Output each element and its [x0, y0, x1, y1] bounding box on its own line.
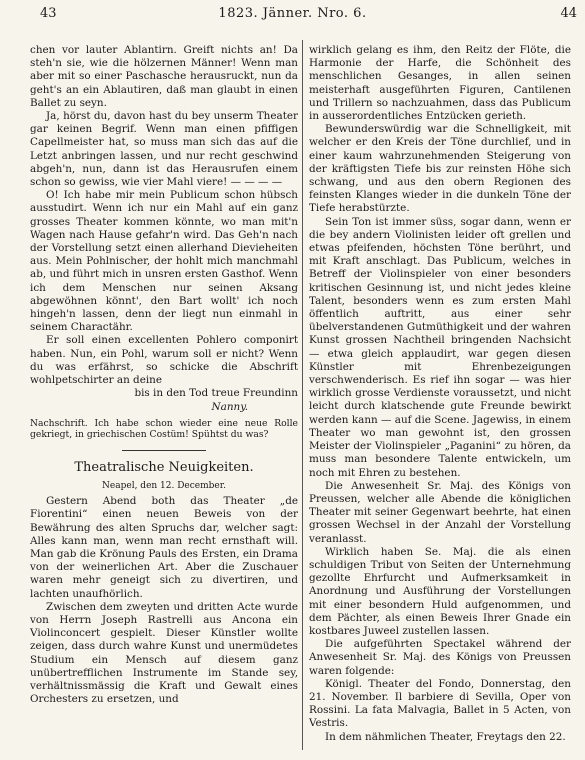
dateline: Neapel, den 12. December. [102, 480, 226, 491]
paragraph: chen vor lauter Ablantirn. Greift nichts an! Da steh'n sie, wie die hölzernen Männer! Wenn man aber mit so einer Paschasche herausruckt, nun da geht's an ein Ablautiren, daß man glaubt in einen Ballet zu seyn. [30, 44, 298, 109]
page-number-left: 43 [40, 6, 57, 21]
postscript: Nachschrift. Ich habe schon wieder eine neue Rolle gekriegt, in griechischen Costüm! Spühtst du was? [30, 417, 298, 441]
paragraph: Die aufgeführten Spectakel während der Anwesenheit Sr. Maj. des Königs von Preussen waren folgende: [309, 638, 571, 677]
column-divider [302, 40, 303, 750]
paragraph: Gestern Abend both das Theater „de Fiorentini“ einen neuen Beweis von der Bewährung des alten Spruchs dar, welcher sagt: Alles kann man, wenn man recht ernsthaft will. Man gab die Krönung Pauls des Ersten, ein Drama von der weinerlichen Art. Aber die Zuschauer waren mehr geneigt sich zu divertiren, und lachten unaufhörlich. [30, 495, 298, 600]
page-header [0, 4, 585, 26]
paragraph: Ja, hörst du, davon hast du bey unserm Theater gar keinen Begrif. Wenn man einen pfiffigen Capellmeister hat, so muss man sich das auf die Letzt anbringen lassen, und nur recht geschwind abgeh'n, nun, dann ist das Herausrufen einem schon so gewiss, wie vier Mahl viere! — — — — [30, 110, 298, 189]
paragraph: O! Ich habe mir mein Publicum schon hübsch ausstudirt. Wenn ich nur ein Mahl auf ein ganz grosses Theater kommen könnte, wo man mit'n Wagen nach Hause gefahr'n wird. Das Geh'n nach der Vorstellung setzt einen allerhand Dievieheiten aus. Mein Pohlnischer, der hohlt mich manchmahl ab, und führt mich in unsren ersten Gasthof. Wenn ich dem Menschen nur seinen Aksang abgewöhnen könnt', den Bart wollt' ich noch hingeh'n lassen, denn der liegt nun einmahl in seinem Charactähr. [30, 189, 298, 334]
paragraph: Sein Ton ist immer süss, sogar dann, wenn er die bey andern Violinisten leider oft grellen und etwas pfeifenden, höchsten Töne berührt, und mit Kraft anschlagt. Das Publicum, welches in Betreff der Violinspieler von einer besonders kritischen Gesinnung ist, und nicht jedes kleine Talent, besonders wenn es zum ersten Mahl öffentlich auftritt, aus einer sehr übelverstandenen Gutmüthigkeit und der wahren Kunst grossen Nachtheil bringenden Nachsicht — etwa gleich applaudirt, war gegen diesen Künstler mit Ehrenbezeigungen verschwenderisch. Es rief ihn sogar — was hier wirklich grosse Verdienste voraussetzt, und nicht leicht durch klatschende gute Freunde bewirkt werden kann — auf die Scene. Jagewiss, in einem Theater wo man gewohnt ist, den grossen Meister der Violinspieler „Paganini“ zu hören, da muss man besondere Talente entwickeln, um noch mit Ehren zu bestehen. [309, 215, 571, 479]
paragraph: Zwischen dem zweyten und dritten Acte wurde von Herrn Joseph Rastrelli aus Ancona ein Violinconcert gespielt. Dieser Künstler wollte zeigen, dass durch wahre Kunst und unermüdetes Studium ein Mensch auf diesem ganz unübertrefflichen Instrumente im Stande sey, verhältnissmässig die Kraft und Gewalt eines Orchesters zu ersetzen, und [30, 600, 298, 706]
paragraph: In dem nähmlichen Theater, Freytags den 22. [325, 730, 566, 743]
paragraph: wirklich gelang es ihm, den Reitz der Flöte, die Harmonie der Harfe, die Schönheit des menschlichen Gesanges, in allen seinen meisterhaft ausgeführten Figuren, Cantilenen und Trillern so nachzuahmen, dass das Publicum in ausserordentliches Entzücken gerieth. [309, 44, 571, 123]
section-divider [122, 450, 206, 451]
section-title: Theatralische Neuigkeiten. [74, 459, 254, 475]
paragraph: Wirklich haben Se. Maj. die als einen schuldigen Tribut von Seiten der Unternehmung gezollte Ehrfurcht und Aufmerksamkeit in Anordnung und Ausführung der Vorstellungen mit einer besondern Huld aufgenommen, und dem Pächter, als einen Beweis Ihrer Gnade ein kostbares Juweel zustellen lassen. [309, 545, 571, 637]
left-column [30, 44, 298, 706]
paragraph: Die Anwesenheit Sr. Maj. des Königs von Preussen, welcher alle Abende die königlichen Theater mit seiner Gegenwart beehrte, hat einen grossen Wechsel in der Anzahl der Vorstellung veranlasst. [309, 479, 571, 545]
paragraph: Königl. Theater del Fondo, Donnerstag, den 21. November. Il barbiere di Sevilla, Oper von Rossini. La fata Malvagia, Ballet in 5 Acten, von Vestris. [309, 677, 571, 730]
letter-closing: bis in den Tod treue Freundinn [134, 387, 298, 400]
right-column [309, 44, 571, 744]
paragraph: Bewunderswürdig war die Schnelligkeit, mit welcher er den Kreis der Töne durchlief, und in einer kaum wahrzunehmenden Steigerung von der kräftigsten Tiefe bis zur reinsten Höhe sich schwang, und aus den obern Regionen des feinsten Klanges wieder in die dunkeln Töne der Tiefe herabstürzte. [309, 123, 571, 215]
letter-signature: Nanny. [211, 401, 248, 414]
issue-title: 1823. Jänner. Nro. 6. [218, 6, 367, 21]
paragraph: Er soll einen excellenten Pohlero componirt haben. Nun, ein Pohl, warum soll er nicht? Wenn du was erfährst, so schicke die Abschrift wohlpetschirter an deine [30, 334, 298, 387]
page-number-right: 44 [560, 6, 577, 21]
